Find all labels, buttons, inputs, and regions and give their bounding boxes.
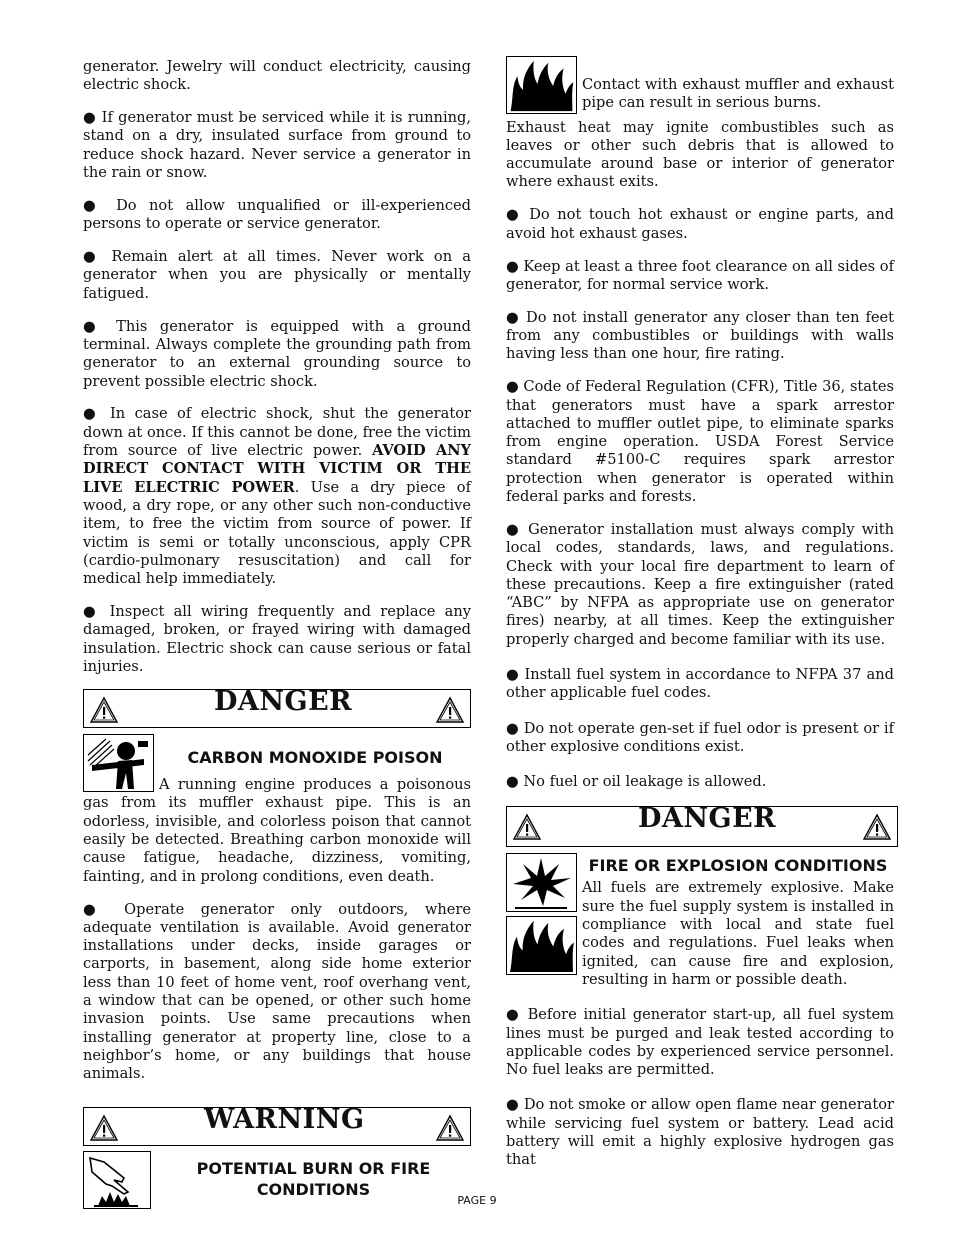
warning-triangle-icon <box>862 813 892 841</box>
warning-banner <box>83 1103 471 1146</box>
left-column <box>83 58 471 1209</box>
paragraph: Contact with exhaust muffler and exhaust pipe can result in serious burns. <box>582 76 894 112</box>
paragraph: ● Remain alert at all times. Never work on a generator when you are physically or mentally fatigued. <box>83 248 471 302</box>
paragraph: ● Do not allow unqualified or ill-experienced persons to operate or service generator. <box>83 196 471 233</box>
paragraph-text: ● In case of electric shock, shut the generator down at once. If this cannot be done, free the victim from source of live electric power. <box>83 405 471 460</box>
bold-text: AVOID ANY DIRECT CONTACT WITH VICTIM OR THE LIVE ELECTRIC POWER <box>83 442 471 496</box>
warning-triangle-icon <box>435 696 465 724</box>
fire-explosion-text: All fuels are extremely explosive. Make sure the fuel supply system is installed in compliance with local and state fuel codes and regulations. Fuel leaks when ignited, can cause fire and explosion, resulting in harm or possible death. <box>582 879 894 988</box>
burn-title: POTENTIAL BURN OR FIRE CONDITIONS <box>196 1158 431 1199</box>
page-number: PAGE 9 <box>457 1194 497 1207</box>
paragraph: ● If generator must be serviced while it is running, stand on a dry, insulated surface from ground to reduce shock hazard. Never service a generator in the rain or snow. <box>83 109 471 182</box>
paragraph: ● Inspect all wiring frequently and replace any damaged, broken, or frayed wiring with damaged insulation. Electric shock can cause serious or fatal injuries. <box>83 602 471 675</box>
burn-section <box>83 1152 471 1200</box>
flame-icon <box>506 916 577 975</box>
paragraph: ● Keep at least a three foot clearance on all sides of generator, for normal service work. <box>506 257 894 293</box>
paragraph: ● Do not smoke or allow open flame near generator while servicing fuel system or battery. Lead acid battery will emit a highly explosive hydrogen gas that <box>506 1096 894 1169</box>
paragraph: ● No fuel or oil leakage is allowed. <box>506 773 767 791</box>
flame-icon <box>506 56 577 114</box>
warning-triangle-icon <box>512 813 542 841</box>
paragraph: ● This generator is equipped with a ground terminal. Always complete the grounding path from generator to an external grounding source to prevent possible electric shock. <box>83 317 471 390</box>
danger-banner <box>506 803 898 847</box>
paragraph: ● Code of Federal Regulation (CFR), Title 36, states that generators must have a spark arrestor attached to muffler outlet pipe, to eliminate sparks from engine operation. USDA Forest Service standard #5100-C requires spark arrestor protection when generator is operated within federal parks and forests. <box>506 378 894 506</box>
paragraph: ● Do not operate gen-set if fuel odor is present or if other explosive conditions exist. <box>506 719 894 755</box>
warning-triangle-icon <box>89 696 119 724</box>
paragraph: ● Do not touch hot exhaust or engine parts, and avoid hot exhaust gases. <box>506 206 894 242</box>
explosion-icon <box>506 853 577 912</box>
fire-icons <box>506 853 582 975</box>
carbon-monoxide-text: A running engine produces a poisonous gas from its muffler exhaust pipe. This is an odorless, invisible, and colorless poison that cannot easily be detected. Breathing carbon monoxide will cause fatigue, headache, dizziness, vomiting, fainting, and in prolong conditions, even death. <box>83 776 471 885</box>
paragraph <box>83 405 471 588</box>
exhaust-burn-section <box>506 58 894 113</box>
fire-explosion-title: FIRE OR EXPLOSION CONDITIONS <box>588 856 888 876</box>
warning-label: WARNING <box>204 1103 365 1135</box>
danger-banner <box>83 686 471 728</box>
paragraph: generator. Jewelry will conduct electricity, causing electric shock. <box>83 58 471 94</box>
paragraph-text: . Use a dry piece of wood, a dry rope, or any other such non-conductive item, to free the victim from source of power. If victim is semi or totally unconscious, apply CPR (cardio-pulmonary resuscitation) and call for medical help immediately. <box>83 478 471 588</box>
carbon-monoxide-title: CARBON MONOXIDE POISON <box>187 748 443 768</box>
paragraph: Exhaust heat may ignite combustibles such as leaves or other such debris that is allowed to accumulate around base or interior of generator where exhaust exits. <box>506 118 894 191</box>
paragraph: ● Do not install generator any closer than ten feet from any combustibles or buildings with walls having less than one hour, fire rating. <box>506 308 894 363</box>
paragraph: ● Generator installation must always comply with local codes, standards, laws, and regulations. Check with your local fire department to learn of these precautions. Keep a fire extinguisher (rated “ABC” by NFPA as appropriate use on generator fires) nearby, at all times. Keep the extinguisher properly charged and become familiar with its use. <box>506 520 894 648</box>
carbon-monoxide-section <box>83 734 471 886</box>
paragraph: ● Install fuel system in accordance to NFPA 37 and other applicable fuel codes. <box>506 665 894 702</box>
paragraph: ● Operate generator only outdoors, where adequate ventilation is available. Avoid generator installations under decks, inside garages or carports, in basement, along side home exterior less than 10 feet of home vent, roof overhang vent, a window that can be opened, or other such home invasion points. Use same precautions when installing generator at property line, close to a neighbor’s home, or any buildings that house animals. <box>83 900 471 1083</box>
fire-explosion-section <box>506 853 894 989</box>
warning-triangle-icon <box>89 1114 119 1142</box>
danger-label: DANGER <box>638 803 777 835</box>
danger-label: DANGER <box>214 686 353 718</box>
warning-triangle-icon <box>435 1114 465 1142</box>
paragraph: ● Before initial generator start-up, all fuel system lines must be purged and leak tested according to applicable codes by experienced service personnel. No fuel leaks are permitted. <box>506 1006 894 1079</box>
right-column <box>506 58 894 1184</box>
carbon-monoxide-icon <box>83 734 154 792</box>
